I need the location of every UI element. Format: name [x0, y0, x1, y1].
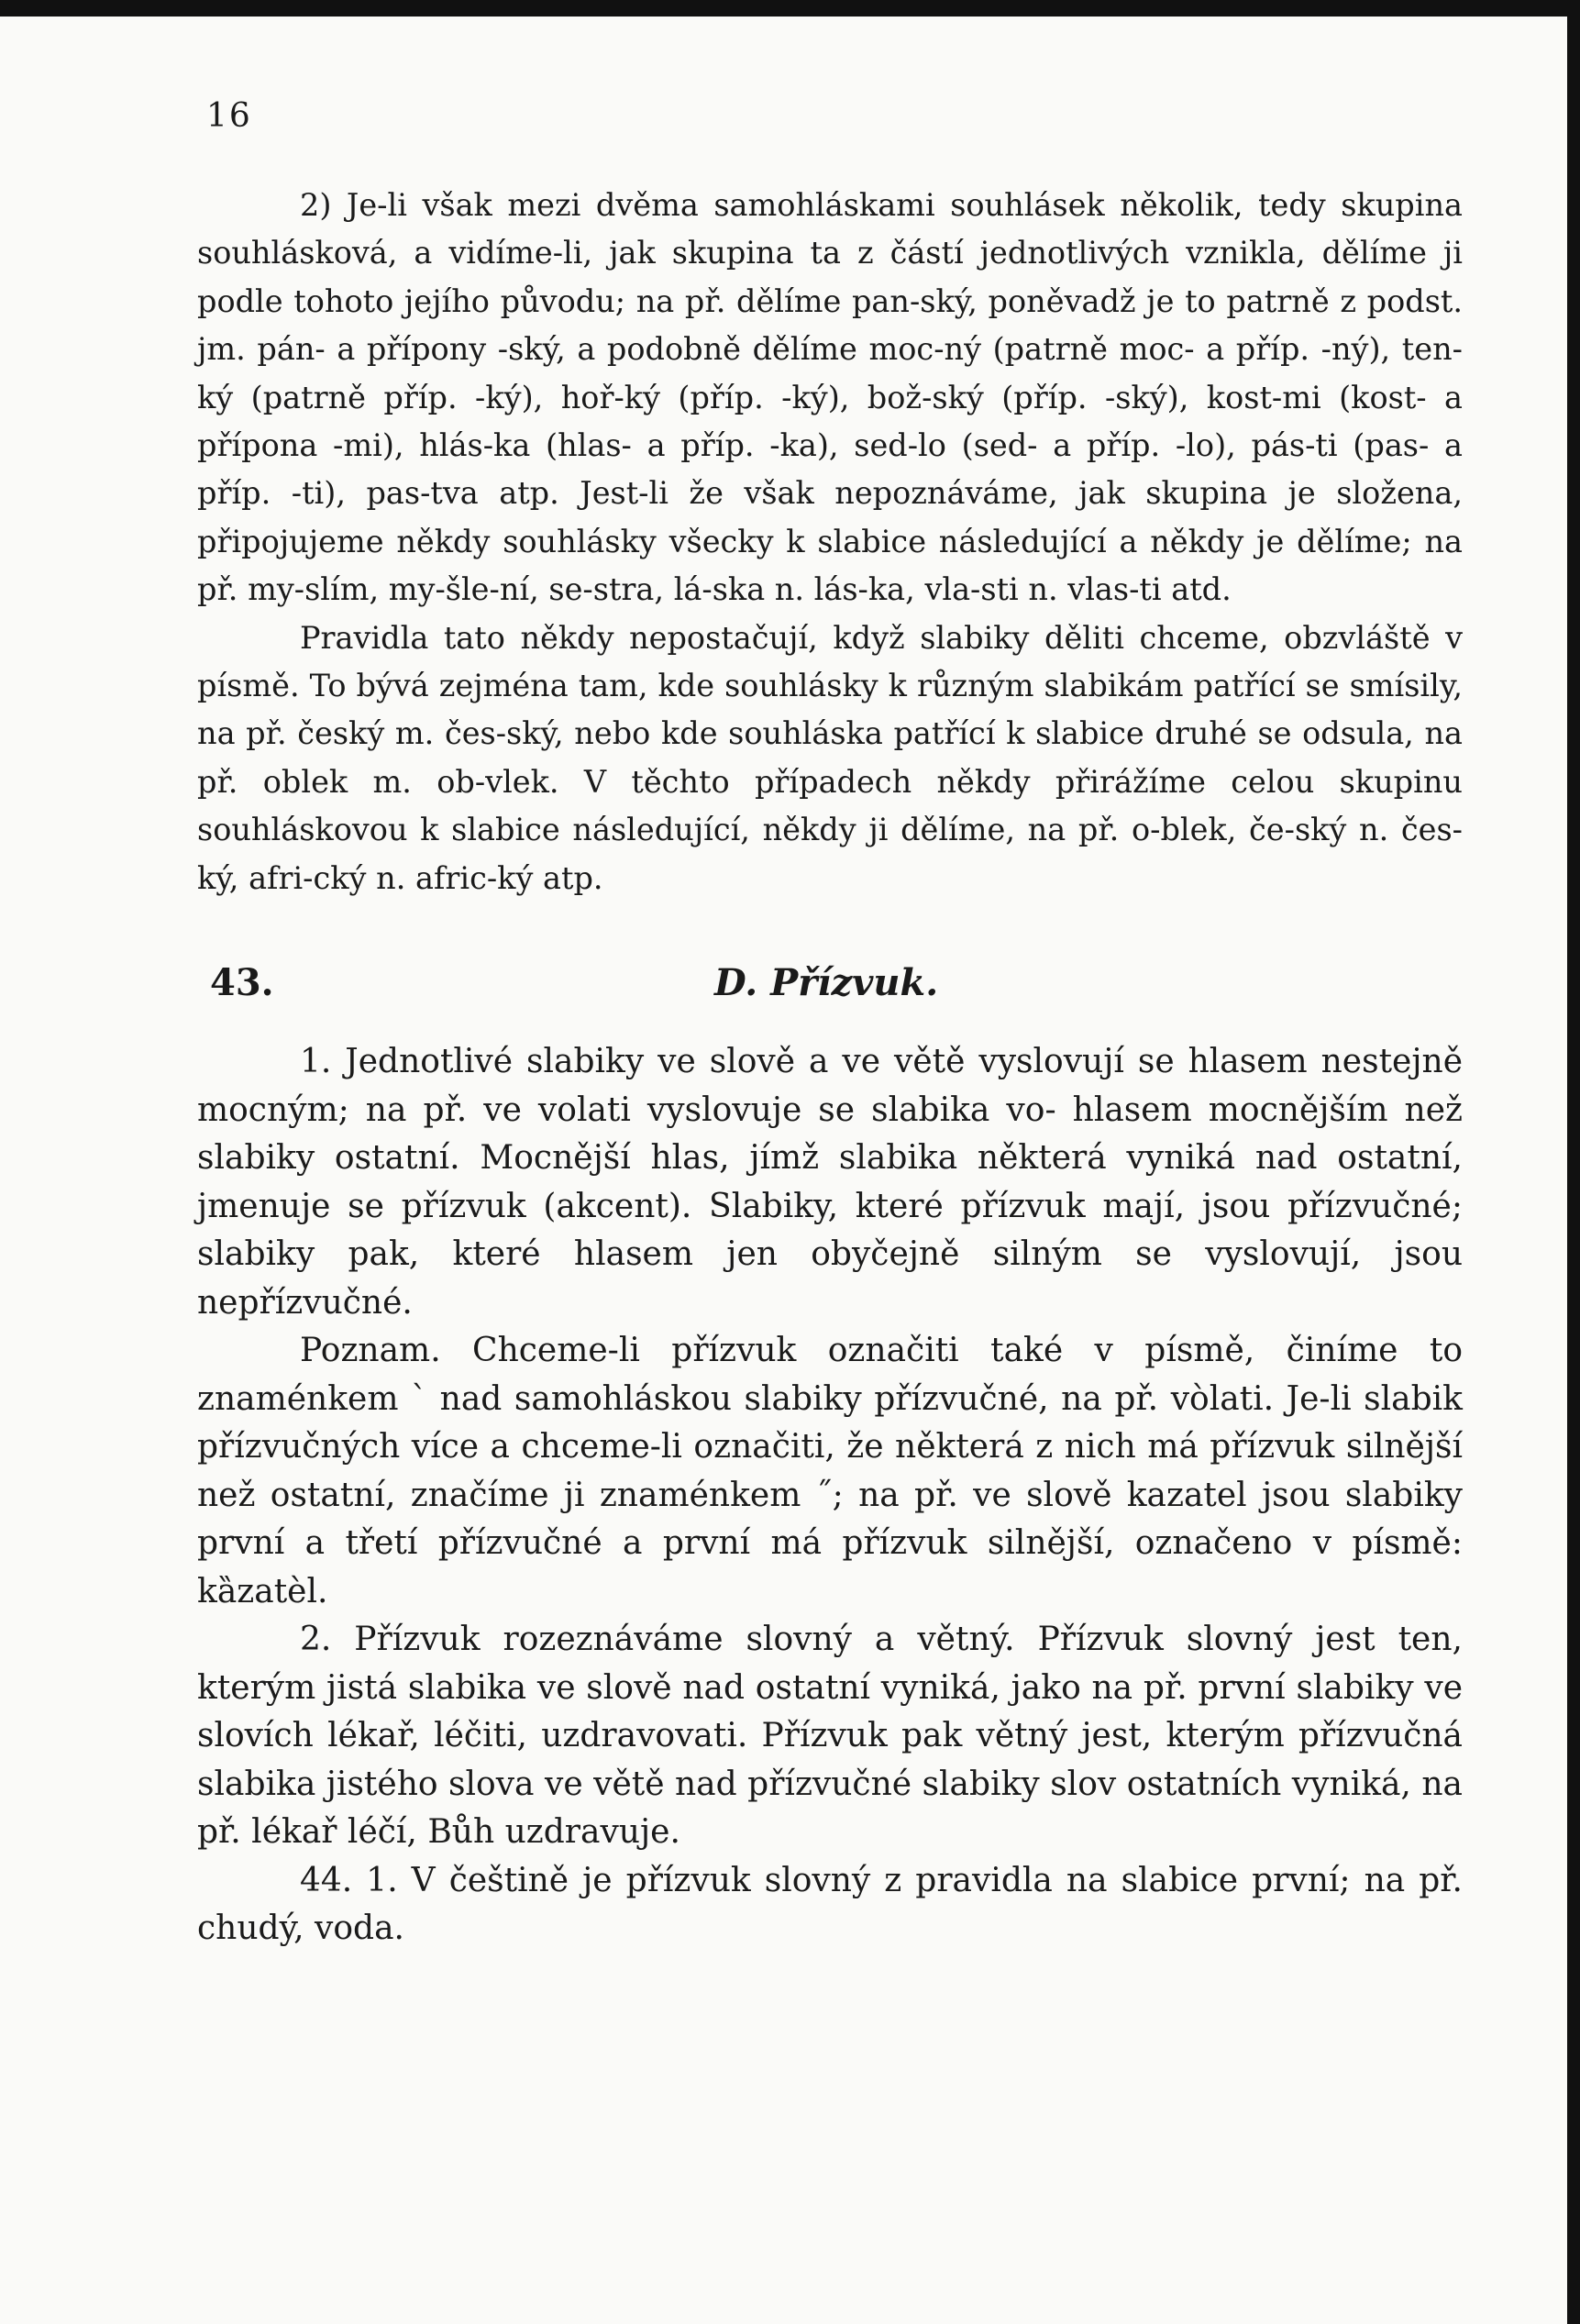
paragraph-note: Poznam. Chceme-li přízvuk označiti také v písmě, činíme to znaménkem ` nad samohláskou slabiky přízvučné, na př. vòlati. Je-li slabik přízvučných více a chceme-li označiti, že některá z nich má přízvuk silnější než ostatní, značíme ji znaménkem ˝; na př. ve slově kazatel jsou slabiky první a třetí přízvučné a první má přízvuk silnější, označeno v písmě: kȁzatèl.: [197, 1332, 1463, 1610]
section-number: 43.: [210, 961, 274, 1005]
page-number: 16: [206, 97, 252, 135]
section-body: [197, 1038, 1463, 1953]
paragraph-accent-1: 1. Jednotlivé slabiky ve slově a ve větě vyslovují se hlasem nestejně mocným; na př. ve volati vyslovuje se slabika vo- hlasem mocnějším než slabiky ostatní. Mocnější hlas, jímž slabika některá vyniká nad ostatní, jmenuje se přízvuk (akcent). Slabiky, které přízvuk mají, jsou přízvučné; slabiky pak, které hlasem jen obyčejně silným se vyslovují, jsou nepřízvučné.: [197, 1043, 1463, 1322]
section-heading: [197, 959, 1463, 1011]
paragraph-accent-2: 2. Přízvuk rozeznáváme slovný a větný. Přízvuk slovný jest ten, kterým jistá slabika ve slově nad ostatní vyniká, jako na př. první slabiky ve slovích lékař, léčiti, uzdravovati. Přízvuk pak větný jest, kterým přízvučná slabika jistého slova ve větě nad přízvučné slabiky slov ostatních vyniká, na př. lékař léčí, Bůh uzdravuje.: [197, 1621, 1463, 1852]
page-content: [197, 182, 1463, 1953]
paragraph-rules-note: Pravidla tato někdy nepostačují, když slabiky děliti chceme, obzvláště v písmě. To bývá zejména tam, kde souhlásky k různým slabikám patřící se smísily, na př. český m. čes-ský, nebo kde souhláska patřící k slabice druhé se odsula, na př. oblek m. ob-vlek. V těchto případech někdy přirážíme celou skupinu souhláskovou k slabice následující, někdy ji dělíme, na př. o-blek, če-ský n. čes-ký, afri-cký n. afric-ký atp.: [197, 619, 1463, 896]
paragraph-rule-2: 2) Je-li však mezi dvěma samohláskami souhlásek několik, tedy skupina souhlásková, a vidíme-li, jak skupina ta z částí jednotlivých vznikla, dělíme ji podle tohoto jejího původu; na př. dělíme pan-ský, poněvadž je to patrně z podst. jm. pán- a přípony -ský, a podobně dělíme moc-ný (patrně moc- a příp. -ný), ten-ký (patrně příp. -ký), hoř-ký (příp. -ký), bož-ský (příp. -ský), kost-mi (kost- a přípona -mi), hlás-ka (hlas- a příp. -ka), sed-lo (sed- a příp. -lo), pás-ti (pas- a příp. -ti), pas-tva atp. Jest-li že však nepoznáváme, jak skupina je složena, připojujeme někdy souhlásky všecky k slabice následující a někdy je dělíme; na př. my-slím, my-šle-ní, se-stra, lá-ska n. lás-ka, vla-sti n. vlas-ti atd.: [197, 187, 1463, 608]
section-title: D. Přízvuk.: [714, 961, 939, 1005]
paragraph-44: 44. 1. V češtině je přízvuk slovný z pravidla na slabice první; na př. chudý, voda.: [197, 1861, 1463, 1948]
